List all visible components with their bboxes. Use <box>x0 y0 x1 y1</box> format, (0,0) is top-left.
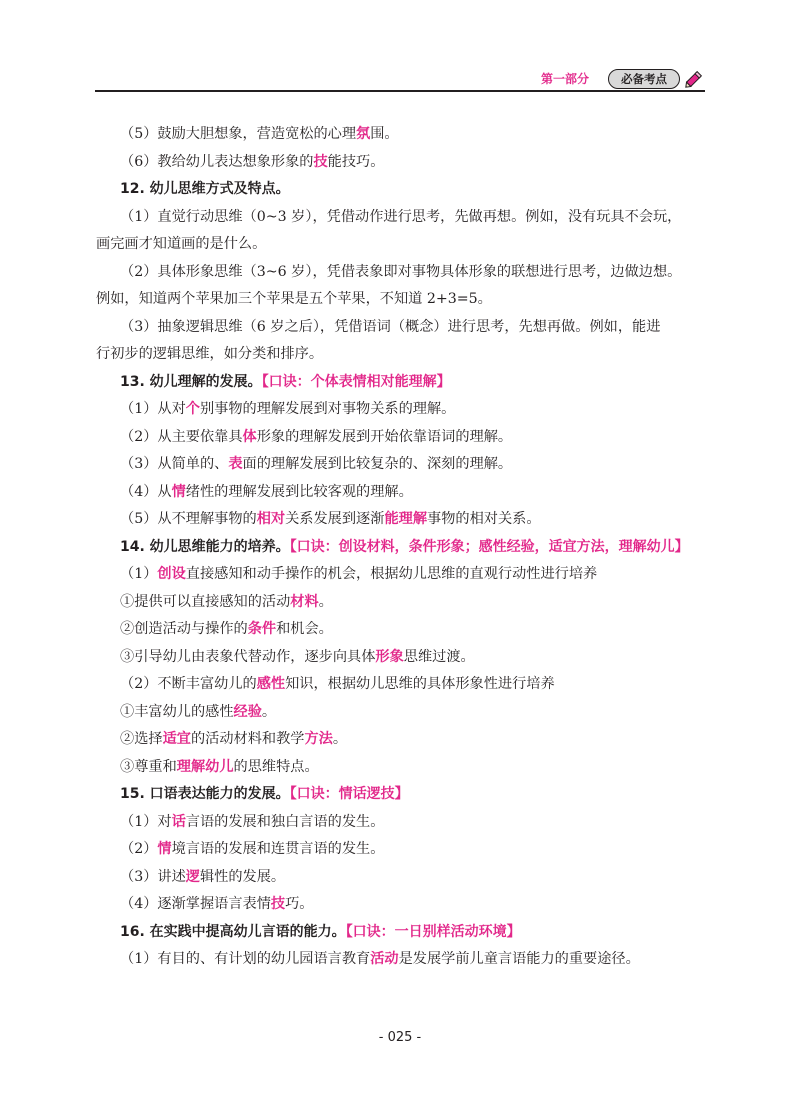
section-heading: 14. 幼儿思维能力的培养。【口诀：创设材料，条件形象；感性经验，适宜方法，理解幼儿】 <box>120 538 689 555</box>
body-line: ①丰富幼儿的感性经验。 <box>120 703 277 720</box>
body-line: ③尊重和理解幼儿的思维特点。 <box>120 758 319 775</box>
body-line: （1）有目的、有计划的幼儿园语言教育活动是发展学前儿童言语能力的重要途径。 <box>120 951 640 967</box>
mnemonic: 【口诀：一日别样活动环境】 <box>345 923 521 940</box>
body-line: （1）对话言语的发展和独白言语的发生。 <box>120 813 385 830</box>
section-heading: 16. 在实践中提高幼儿言语的能力。【口诀：一日别样活动环境】 <box>120 923 521 940</box>
body-line: （1）直觉行动思维（0~3 岁），凭借动作进行思考，先做再想。例如，没有玩具不会玩， <box>120 208 682 225</box>
header-rule <box>95 90 705 92</box>
body-line: ①提供可以直接感知的活动材料。 <box>120 593 333 610</box>
body-line: （3）讲述逻辑性的发展。 <box>120 868 286 885</box>
page-number: - 025 - <box>378 1030 422 1045</box>
section-heading: 13. 幼儿理解的发展。【口诀：个体表情相对能理解】 <box>120 373 451 390</box>
body-line: 画完画才知道画的是什么。 <box>96 236 267 252</box>
body-line: （2）从主要依靠具体形象的理解发展到开始依靠语词的理解。 <box>120 428 513 445</box>
body-line: ②选择适宜的活动材料和教学方法。 <box>120 731 348 747</box>
part-label: 第一部分 <box>541 72 590 86</box>
mnemonic: 【口诀：情话逻技】 <box>289 786 409 802</box>
body-line: （2）不断丰富幼儿的感性知识，根据幼儿思维的具体形象性进行培养 <box>120 676 555 692</box>
body-line: （6）教给幼儿表达想象形象的技能技巧。 <box>120 153 385 170</box>
body-line: （3）从简单的、表面的理解发展到比较复杂的、深刻的理解。 <box>120 456 513 472</box>
body-line: 例如，知道两个苹果加三个苹果是五个苹果，不知道 2+3=5。 <box>96 291 492 307</box>
mnemonic: 【口诀：创设材料，条件形象；感性经验，适宜方法，理解幼儿】 <box>289 538 689 555</box>
body-line: （2）情境言语的发展和连贯言语的发生。 <box>120 841 385 857</box>
body-line: （3）抽象逻辑思维（6 岁之后），凭借语词（概念）进行思考，先想再做。例如，能进 <box>120 318 661 335</box>
section-heading: 15. 口语表达能力的发展。【口诀：情话逻技】 <box>120 786 409 802</box>
page-header <box>0 0 800 100</box>
body-line: （2）具体形象思维（3~6 岁），凭借表象即对事物具体形象的联想进行思考，边做边想。 <box>120 263 682 280</box>
mnemonic: 【口诀：个体表情相对能理解】 <box>261 373 451 390</box>
body-line: （4）逐渐掌握语言表情技巧。 <box>120 896 314 912</box>
body-line: （1）创设直接感知和动手操作的机会，根据幼儿思维的直观行动性进行培养 <box>120 566 598 582</box>
body-line: （1）从对个别事物的理解发展到对事物关系的理解。 <box>120 401 456 417</box>
body-line: （5）鼓励大胆想象，营造宽松的心理氛围。 <box>120 126 399 142</box>
body-line: ③引导幼儿由表象代替动作，逐步向具体形象思维过渡。 <box>120 648 475 665</box>
body-line: 行初步的逻辑思维，如分类和排序。 <box>96 346 324 362</box>
body-line: （5）从不理解事物的相对关系发展到逐渐能理解事物的相对关系。 <box>120 511 541 527</box>
pencil-icon <box>683 66 707 90</box>
section-heading: 12. 幼儿思维方式及特点。 <box>120 181 290 197</box>
body-line: （4）从情绪性的理解发展到比较客观的理解。 <box>120 483 413 500</box>
body-line: ②创造活动与操作的条件和机会。 <box>120 621 333 637</box>
section-tag: 必备考点 <box>608 69 680 89</box>
